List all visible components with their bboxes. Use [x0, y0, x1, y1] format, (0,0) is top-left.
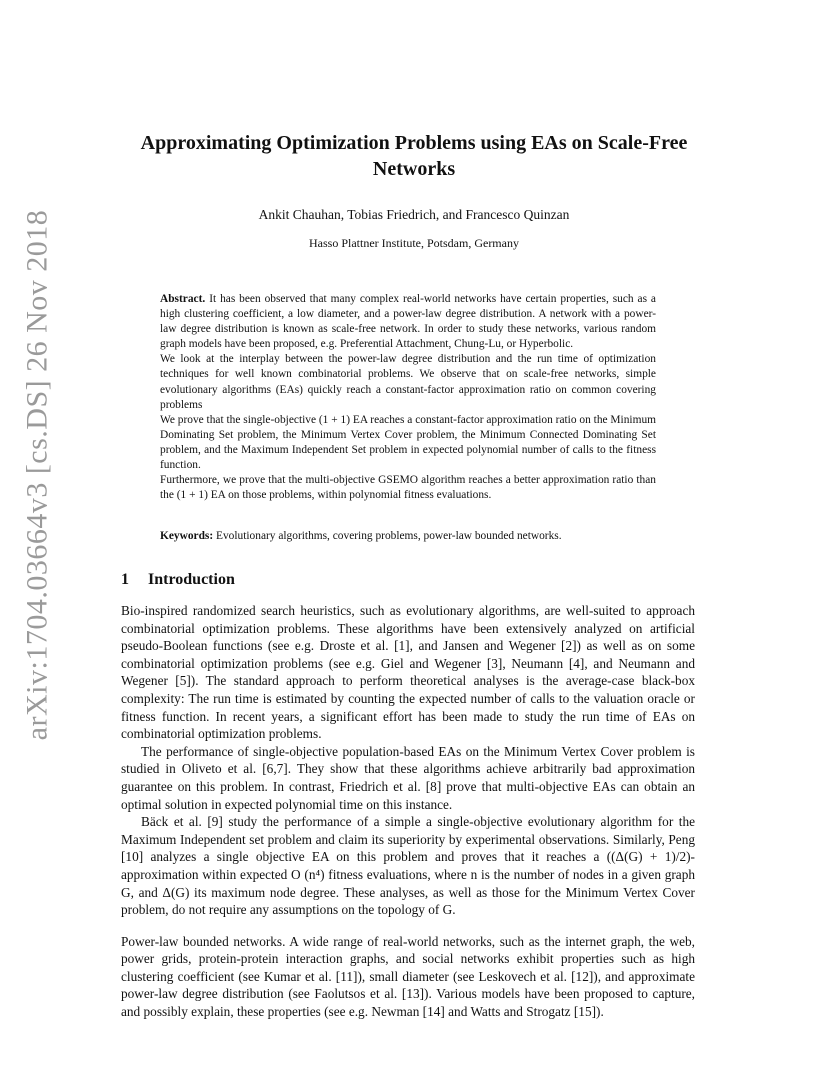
keywords-text: Evolutionary algorithms, covering problems, power-law bounded networks. — [216, 530, 562, 542]
section-heading — [121, 571, 235, 589]
arxiv-identifier-stamp[interactable] — [14, 209, 60, 741]
intro-paragraph-4: Power-law bounded networks. A wide range of real-world networks, such as the internet graph, the web, power grids, protein-protein interaction graphs, and social networks exhibit properties such as high clustering coefficient (see Kumar et al. [11]), small diameter (see Leskovech et al. [12]), and approximate power-law degree distribution (see Faolutsos et al. [13]). Various models have been proposed to capture, and possibly explain, these properties (see e.g. Newman [14] and Watts and Strogatz [15]). — [121, 933, 695, 1020]
abstract-paragraph-1 — [160, 292, 656, 352]
paper-authors: Ankit Chauhan, Tobias Friedrich, and Francesco Quinzan — [258, 207, 570, 222]
paper-title: Approximating Optimization Problems using EAs on Scale-Free Networks — [140, 132, 688, 180]
abstract — [160, 292, 656, 503]
introduction-body — [121, 602, 695, 1021]
intro-paragraph-1: Bio-inspired randomized search heuristics, such as evolutionary algorithms, are well-suited to approach combinatorial optimization problems. These algorithms have been extensively analyzed on artificial pseudo-Boolean functions (see e.g. Droste et al. [1], and Jansen and Wegener [2]) as well as on some combinatorial optimization problems (see e.g. Giel and Wegener [3], Neumann [4], and Neumann and Wegener [5]). The standard approach to perform theoretical analyses is the average-case black-box complexity: The run time is estimated by counting the expected number of calls to the valuation oracle or fitness function. In recent years, a significant effort has been made to study the run time of EAs on combinatorial optimization problems. — [121, 603, 695, 742]
arxiv-identifier-text: arXiv:1704.03664v3 [cs.DS] 26 Nov 2018 — [20, 209, 54, 741]
abstract-paragraph-2: We look at the interplay between the power-law degree distribution and the run time of optimization techniques for well known combinatorial problems. We observe that on scale-free networks, simple evolutionary algorithms (EAs) quickly reach a constant-factor approximation ratio on common covering problems — [160, 353, 656, 411]
abstract-paragraph-3: We prove that the single-objective (1 + 1) EA reaches a constant-factor approximation ratio on the Minimum Dominating Set problem, the Minimum Vertex Cover problem, the Minimum Connected Dominating Set problem, and the Maximum Independent Set problem in expected polynomial number of calls to the fitness function. — [160, 413, 656, 472]
keywords-label: Keywords: — [160, 530, 214, 542]
abstract-text-1: It has been observed that many complex real-world networks have certain properties, such as a high clustering coefficient, a low diameter, and a power-law degree distribution. A network with a power-law degree distribution is known as scale-free network. In order to study these networks, various random graph models have been proposed, e.g. Preferential Attachment, Chung-Lu, or Hyperbolic. — [160, 293, 656, 351]
keywords — [160, 529, 656, 544]
author-affiliation: Hasso Plattner Institute, Potsdam, Germany — [309, 236, 519, 250]
abstract-paragraph-4: Furthermore, we prove that the multi-objective GSEMO algorithm reaches a better approximation ratio than the (1 + 1) EA on those problems, within polynomial fitness evaluations. — [160, 474, 656, 502]
section-title: Introduction — [148, 571, 235, 588]
intro-paragraph-3: Bäck et al. [9] study the performance of a simple a single-objective evolutionary algorithm for the Maximum Independent set problem and claim its superiority by experimental observations. Similarly, Peng [10] analyzes a single objective EA on this problem and proves that it reaches a ((Δ(G) + 1)/2)-approximation within expected O (n⁴) fitness evaluations, where n is the number of nodes in a given graph G, and Δ(G) its maximum node degree. These analyses, as well as those for the Minimum Vertex Cover problem, do not require any assumptions on the topology of G. — [121, 814, 695, 918]
abstract-label: Abstract. — [160, 293, 206, 305]
intro-paragraph-2: The performance of single-objective population-based EAs on the Minimum Vertex Cover problem is studied in Oliveto et al. [6,7]. They show that these algorithms achieve arbitrarily bad approximation guarantee on this problem. In contrast, Friedrich et al. [8] prove that multi-objective EAs can obtain an optimal solution in expected polynomial time on this instance. — [121, 743, 695, 812]
section-number: 1 — [121, 571, 129, 588]
